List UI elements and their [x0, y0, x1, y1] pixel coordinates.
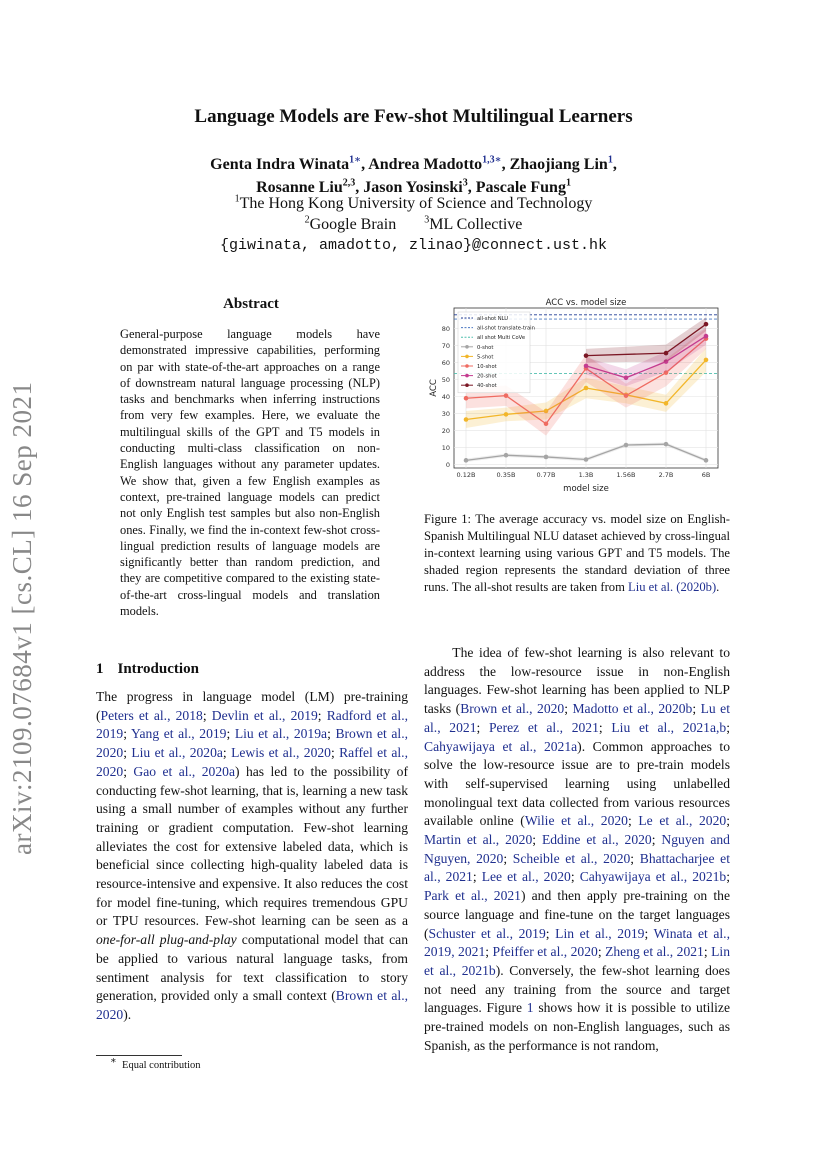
body-text: The progress in language model (LM) pre-training ( [96, 689, 408, 723]
citation-link[interactable]: Madotto et al., 2020b [572, 701, 693, 717]
data-point [504, 393, 509, 398]
citation-link[interactable]: Lee et al., 2020 [481, 869, 571, 885]
citation-link[interactable]: Lewis et al., 2020 [231, 745, 331, 761]
author-list: Genta Indra Winata$^{1∗}$, Andrea Madotto$^{1,3∗}$, Zhaojiang Lin$^1$, Rosanne Liu$^{2,3}$, Jason Yosinski$^3$, Pascale Fung$^1$ [210, 154, 617, 196]
legend-label: all-shot translate-train [477, 325, 535, 332]
legend-label: all-shot NLU [477, 316, 509, 322]
affil-mark: 3 [424, 214, 430, 226]
data-point [624, 393, 629, 398]
caption-text: . [716, 579, 720, 594]
author-affil-mark: 1∗ [349, 154, 362, 166]
data-point [624, 375, 629, 380]
body-text: The idea of few-shot learning is also relevant to address the low-resource issue in non-English languages. Few-shot learning has been applied to NLP tasks ( [424, 645, 730, 717]
citation-link[interactable]: Cahyawijaya et al., 2021a [424, 738, 578, 754]
citation-link[interactable]: Pfeiffer et al., 2020 [492, 944, 598, 960]
data-point [664, 401, 669, 406]
affiliations [0, 193, 827, 256]
chart-title: ACC vs. model size [545, 298, 627, 308]
citation-link[interactable]: Wilie et al., 2020 [524, 813, 628, 829]
citation-link[interactable]: Devlin et al., 2019 [211, 707, 318, 723]
citation-link[interactable]: Nguyen and Nguyen, 2020 [424, 832, 730, 866]
y-tick-label: 10 [441, 444, 450, 453]
data-point [544, 421, 549, 426]
data-point [464, 458, 469, 463]
y-tick-label: 50 [441, 375, 450, 384]
legend-marker [465, 364, 469, 368]
data-point [464, 417, 469, 422]
legend-label: all shot Multi CoVe [477, 335, 526, 342]
data-point [704, 358, 709, 363]
footnote [110, 1055, 201, 1071]
data-point [504, 412, 509, 417]
citation-link[interactable]: Lin et al., 2021b [424, 944, 730, 978]
x-axis-label: model size [563, 484, 609, 494]
footnote-text: Equal contribution [122, 1060, 201, 1071]
figure-1-chart [426, 294, 726, 496]
citation-link[interactable]: Liu et al. (2020b) [628, 579, 717, 594]
body-text: ). [123, 1006, 132, 1022]
body-text: computational model that can be applied to various natural language tasks, from sentiment analysis for text classification to story generation, provided only a small context ( [96, 932, 408, 1004]
y-tick-label: 70 [441, 341, 450, 350]
citation-link[interactable]: Le et al., 2020 [638, 813, 727, 829]
legend-label: 20-shot [477, 373, 497, 380]
citation-link[interactable]: Eddine et al., 2020 [541, 832, 652, 848]
citation-link[interactable]: Scheible et al., 2020 [512, 850, 631, 866]
citation-link[interactable]: Gao et al., 2020a [133, 763, 235, 779]
citation-link[interactable]: Lu et al., 2021 [424, 701, 730, 735]
y-tick-label: 20 [441, 427, 450, 436]
affiliation-google: Google Brain [309, 216, 397, 233]
citation-link[interactable]: Zheng et al., 2021 [605, 944, 704, 960]
data-point [664, 351, 669, 356]
legend-label: 40-shot [477, 383, 497, 390]
body-text: ) has led to the possibility of conducting few-shot learning, that is, learning a new task using a small number of examples without any further training or gradient computation. Few-shot learning alleviates the cost for extensive labeled data, which is beneficial since collecting high-quality labeled data is resource-intensive and expensive. It also reduces the cost for model fine-tuning, which requires tremendous GPU or TPU resources. Few-shot learning can be seen as a [96, 763, 408, 929]
body-text: shows how it is possible to utilize pre-trained models on non-English languages, such as Spanish, as the performance is not random, [424, 1000, 730, 1053]
author-name: Genta Indra Winata [210, 156, 350, 173]
figure-ref-link[interactable]: 1 [526, 1000, 534, 1016]
section-heading [96, 661, 199, 678]
legend-label: 5-shot [477, 354, 494, 361]
body-text: ) and then apply pre-training on the source language and fine-tune on the target languages ( [424, 888, 730, 941]
section-number: 1 [96, 661, 104, 677]
data-point [584, 364, 589, 369]
data-point [704, 458, 709, 463]
y-tick-label: 40 [441, 393, 450, 402]
citation-link[interactable]: Lin et al., 2019 [555, 925, 645, 941]
citation-link[interactable]: Bhattacharjee et al., 2021 [424, 850, 730, 885]
body-text: ). Conversely, the few-shot learning does not need any training from the source and target languages. Figure [424, 962, 730, 1016]
citation-link[interactable]: Cahyawijaya et al., 2021b [579, 869, 727, 885]
emphasis-text: one-for-all plug-and-play [96, 932, 237, 948]
abstract-body: General-purpose language models have demonstrated impressive capabilities, performing on par with state-of-the-art approaches on a range of downstream natural language processing (NLP) tasks and benchmarks when inferring instructions from very few examples. Here, we evaluate the multilingual skills of the GPT and T5 models in conducting multi-class classification on non-English languages without any parameter updates. We show that, given a few English examples as context, pre-trained language models can predict not only English test samples but also non-English ones. Finally, we find the in-context few-shot cross-lingual prediction results of language models are significantly better than random prediction, and they are competitive compared to the existing state-of-the-art cross-lingual models and translation models. [120, 327, 380, 619]
abstract-heading: Abstract [223, 296, 279, 312]
data-point [584, 386, 589, 391]
citation-link[interactable]: Liu et al., 2020a [131, 745, 223, 761]
x-tick-label: 0.35B [496, 471, 516, 479]
author-name: Jason Yosinski [363, 179, 463, 196]
author-affil-mark: 1 [607, 154, 613, 166]
citation-link[interactable]: Perez et al., 2021 [488, 719, 599, 735]
data-point [704, 334, 709, 339]
intro-paragraph: The progress in language model (LM) pre-training (Peters et al., 2018; Devlin et al., 2019; Radford et al., 2019; Yang et al., 2019; Liu et al., 2019a; Brown et al., 2020; Liu et al., 2020a; Lewis et al., 2020; Raffel et al., 2020; Gao et al., 2020a) has led to the possibility of conducting few-shot learning, that is, learning a new task using a small number of examples without any further training or gradient computation. Few-shot learning alleviates the cost for extensive labeled data, which is beneficial since collecting high-quality labeled data is resource-intensive and expensive. It also reduces the cost for model fine-tuning, which requires tremendous GPU or TPU resources. Few-shot learning can be seen as a one-for-all plug-and-play computational model that can be applied to various natural language tasks, from sentiment analysis for text classification to story generation, provided only a small context (Brown et al., 2020). [96, 689, 409, 1022]
caption-text: Figure 1: The average accuracy vs. model size on English-Spanish Multilingual NLU dataset achieved by cross-lingual in-context learning using various GPT and T5 models. The shaded region represents the standard deviation of three runs. The all-shot results are taken from [424, 512, 730, 594]
legend-label: 10-shot [477, 364, 497, 370]
data-point [624, 443, 629, 448]
citation-link[interactable]: Park et al., 2021 [424, 888, 521, 904]
affil-mark: 1 [234, 193, 240, 205]
x-tick-label: 2.7B [658, 471, 674, 479]
section-title: Introduction [117, 661, 199, 677]
author-affil-mark: 3 [462, 177, 468, 189]
data-point [464, 396, 469, 401]
legend-marker [465, 383, 469, 387]
y-tick-label: 0 [445, 461, 450, 470]
x-tick-label: 6B [701, 471, 711, 479]
data-point [544, 455, 549, 460]
data-point [584, 353, 589, 358]
x-tick-label: 0.77B [536, 471, 556, 479]
citation-link[interactable]: Martin et al., 2020 [424, 832, 533, 848]
author-name: Andrea Madotto [368, 156, 483, 173]
author-name: Pascale Fung [475, 179, 566, 196]
citation-link[interactable]: Brown et al., 2020 [96, 726, 409, 761]
body-text: ). Common approaches to solve the low-resource issue are to pre-train models with self-supervised learning using unlabelled monolingual text data collected from various resources available online ( [424, 738, 730, 829]
author-affil-mark: 1 [565, 177, 571, 189]
data-point [504, 453, 509, 458]
footnote-rule [96, 1055, 182, 1056]
citation-link[interactable]: Raffel et al., 2020 [96, 745, 408, 779]
data-point [704, 322, 709, 327]
right-column-paragraph: The idea of few-shot learning is also relevant to address the low-resource issue in non-English languages. Few-shot learning has been applied to NLP tasks (Brown et al., 2020; Madotto et al., 2020b; Lu et al., 2021; Perez et al., 2021; Liu et al., 2021a,b; Cahyawijaya et al., 2021a). Common approaches to solve the low-resource issue are to pre-train models with self-supervised learning using unlabelled monolingual text data collected from various resources available online (Wilie et al., 2020; Le et al., 2020; Martin et al., 2020; Eddine et al., 2020; Nguyen and Nguyen, 2020; Scheible et al., 2020; Bhattacharjee et al., 2021; Lee et al., 2020; Cahyawijaya et al., 2021b; Park et al., 2021) and then apply pre-training on the source language and fine-tune on the target languages (Schuster et al., 2019; Lin et al., 2019; Winata et al., 2019, 2021; Pfeiffer et al., 2020; Zheng et al., 2021; Lin et al., 2021b). Conversely, the few-shot learning does not need any training from the source and target languages. Figure 1 shows how it is possible to utilize pre-trained models on non-English languages, such as Spanish, as the performance is not random, [424, 645, 730, 1053]
y-tick-label: 80 [441, 324, 450, 333]
author-affil-mark: 1,3∗ [482, 154, 502, 166]
citation-link[interactable]: Radford et al., 2019 [96, 707, 408, 742]
paper-title: Language Models are Few-shot Multilingual Learners [194, 106, 633, 127]
figure-caption [424, 511, 730, 596]
author-affil-mark: 2,3 [342, 177, 356, 189]
x-tick-label: 1.3B [578, 471, 594, 479]
data-point [584, 457, 589, 462]
affiliation-mlc: ML Collective [429, 216, 523, 233]
x-tick-label: 1.56B [616, 471, 636, 479]
legend-box [458, 312, 530, 393]
x-tick-label: 0.12B [456, 471, 476, 479]
author-name: Zhaojiang Lin [509, 156, 608, 173]
author-emails: {giwinata, amadotto, zlinao}@connect.ust.hk [219, 237, 608, 254]
y-axis-label: ACC [429, 379, 439, 397]
arxiv-sidebar-id: arXiv:2109.07684v1 [cs.CL] 16 Sep 2021 [7, 381, 37, 855]
footnote-mark: ∗ [110, 1055, 117, 1067]
affiliation-hkust: The Hong Kong University of Science and Technology [239, 195, 593, 212]
data-point [664, 442, 669, 447]
legend-marker [465, 345, 469, 349]
citation-link[interactable]: Yang et al., 2019 [131, 726, 227, 742]
legend-marker [465, 374, 469, 378]
affil-mark: 2 [304, 214, 310, 226]
citation-link[interactable]: Brown et al., 2020 [96, 988, 408, 1022]
citation-link[interactable]: Liu et al., 2021a,b [611, 719, 727, 735]
legend-label: 0-shot [477, 344, 494, 351]
citation-link[interactable]: Peters et al., 2018 [100, 707, 203, 723]
citation-link[interactable]: Brown et al., 2020 [460, 701, 565, 717]
y-tick-label: 60 [441, 358, 450, 367]
citation-link[interactable]: Winata et al., 2019, 2021 [424, 925, 730, 960]
citation-link[interactable]: Liu et al., 2019a [234, 726, 328, 742]
y-tick-label: 30 [441, 410, 450, 419]
author-name: Rosanne Liu [256, 179, 343, 196]
citation-link[interactable]: Schuster et al., 2019 [428, 925, 546, 941]
legend-marker [465, 355, 469, 359]
